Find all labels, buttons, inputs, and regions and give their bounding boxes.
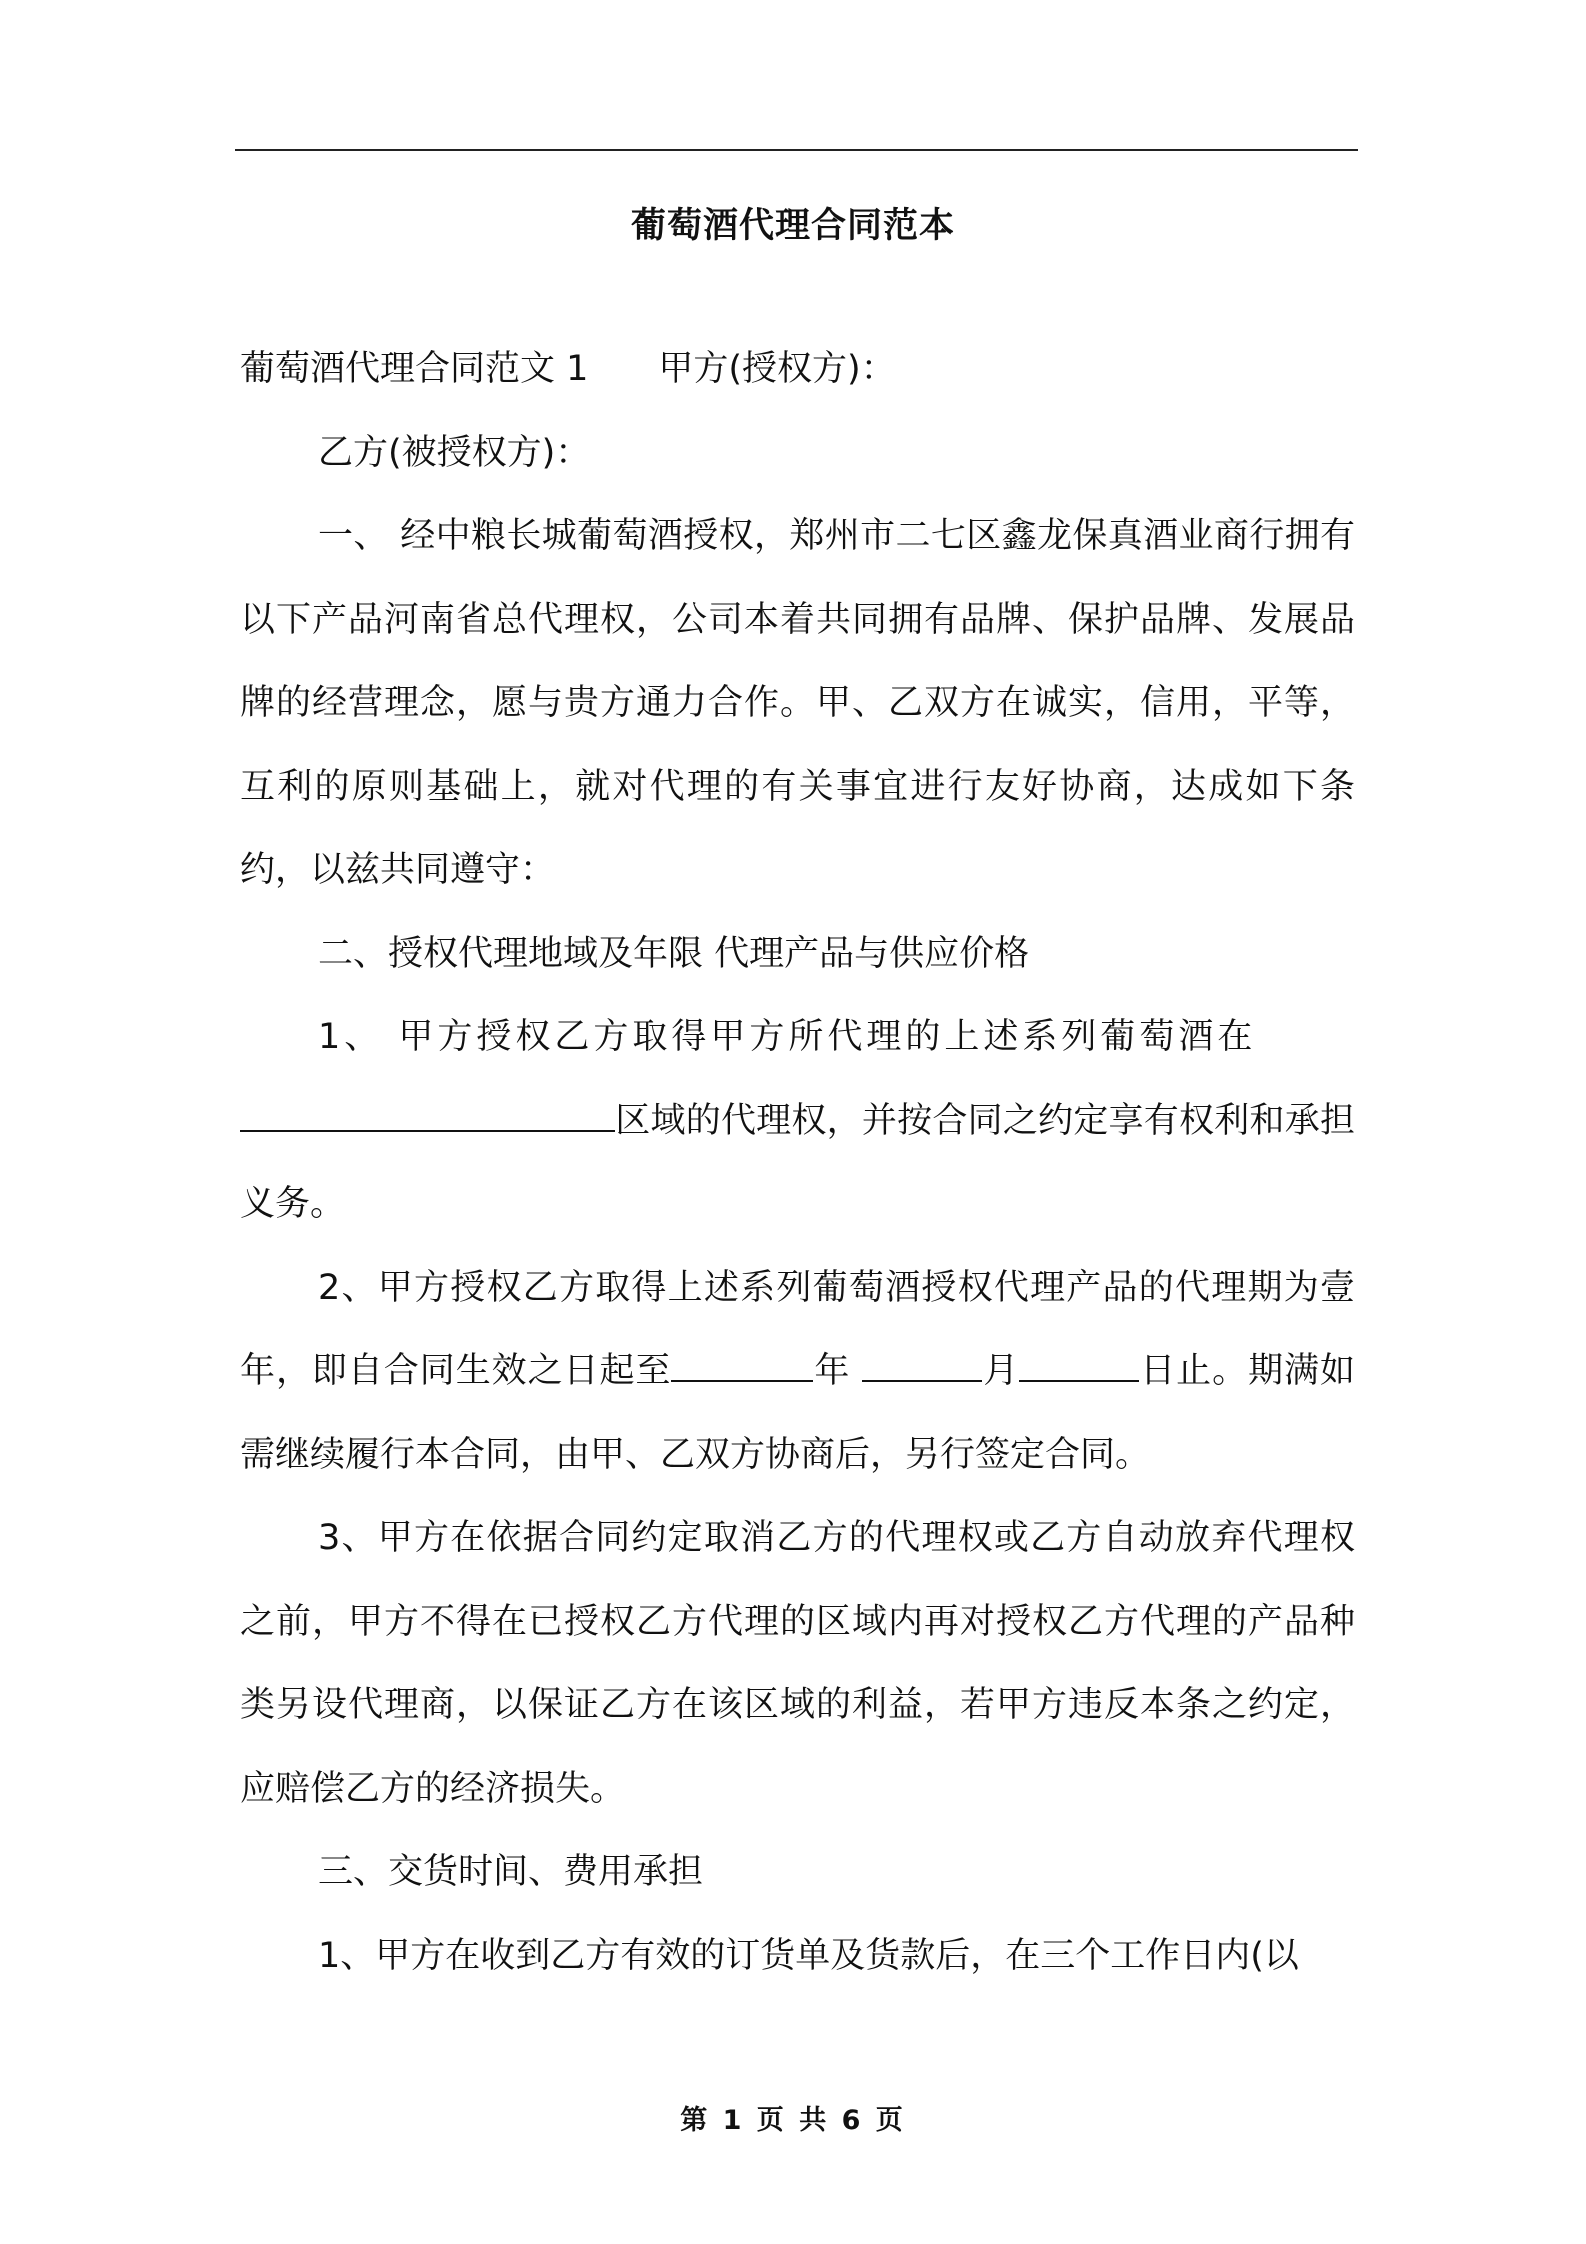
item-1-text-b: 区域的代理权，并按合同之约定享有权利和承担义务。	[240, 1100, 1355, 1224]
item-1-text-a: 1、 甲方授权乙方取得甲方所代理的上述系列葡萄酒在	[318, 1017, 1257, 1057]
item-3-paragraph: 3、甲方在依据合同约定取消乙方的代理权或乙方自动放弃代理权之前，甲方不得在已授权乙方代理的区域内再对授权乙方代理的产品种类另设代理商，以保证乙方在该区域的利益，若甲方违反本条之约定，应赔偿乙方的经济损失。	[240, 1518, 1355, 1809]
party-a-label: 甲方(授权方)：	[658, 349, 896, 389]
day-blank	[1019, 1349, 1139, 1383]
item-2-month: 月	[982, 1351, 1020, 1391]
header-rule	[235, 149, 1358, 151]
item-2-year: 年	[813, 1351, 863, 1391]
party-b-label: 乙方(被授权方)：	[318, 432, 591, 473]
region-blank	[240, 1098, 615, 1132]
section-3-heading: 三、交货时间、费用承担	[318, 1852, 704, 1892]
document-title: 葡萄酒代理合同范本	[630, 206, 955, 246]
intro-label: 葡萄酒代理合同范文 1	[240, 349, 589, 389]
section-1-paragraph: 一、 经中粮长城葡萄酒授权，郑州市二七区鑫龙保真酒业商行拥有以下产品河南省总代理权，公司本着共同拥有品牌、保护品牌、发展品牌的经营理念，愿与贵方通力合作。甲、乙双方在诚实，信用，平等，互利的原则基础上，就对代理的有关事宜进行友好协商，达成如下条约，以兹共同遵守：	[240, 516, 1355, 890]
item-2-paragraph	[240, 1247, 1355, 1498]
item-2-day: 日止。期满如需继续履行本合同，由甲、乙双方协商后，另行签定合同。	[240, 1351, 1355, 1475]
month-blank	[862, 1349, 982, 1383]
page-indicator: 第 1 页 共 6 页	[680, 2105, 906, 2136]
item-2-text-a: 2、甲方授权乙方取得上述系列葡萄酒授权代理产品的代理期为壹年，即自合同生效之日起至	[240, 1267, 1355, 1391]
section-2-heading: 二、授权代理地域及年限 代理产品与供应价格	[318, 933, 1030, 974]
document-body	[240, 328, 1355, 1998]
section-3-item-1: 1、甲方在收到乙方有效的订货单及货款后，在三个工作日内(以	[318, 1935, 1299, 1976]
intro-line	[240, 328, 1355, 412]
item-1-paragraph	[240, 996, 1355, 1247]
year-blank	[671, 1349, 813, 1383]
